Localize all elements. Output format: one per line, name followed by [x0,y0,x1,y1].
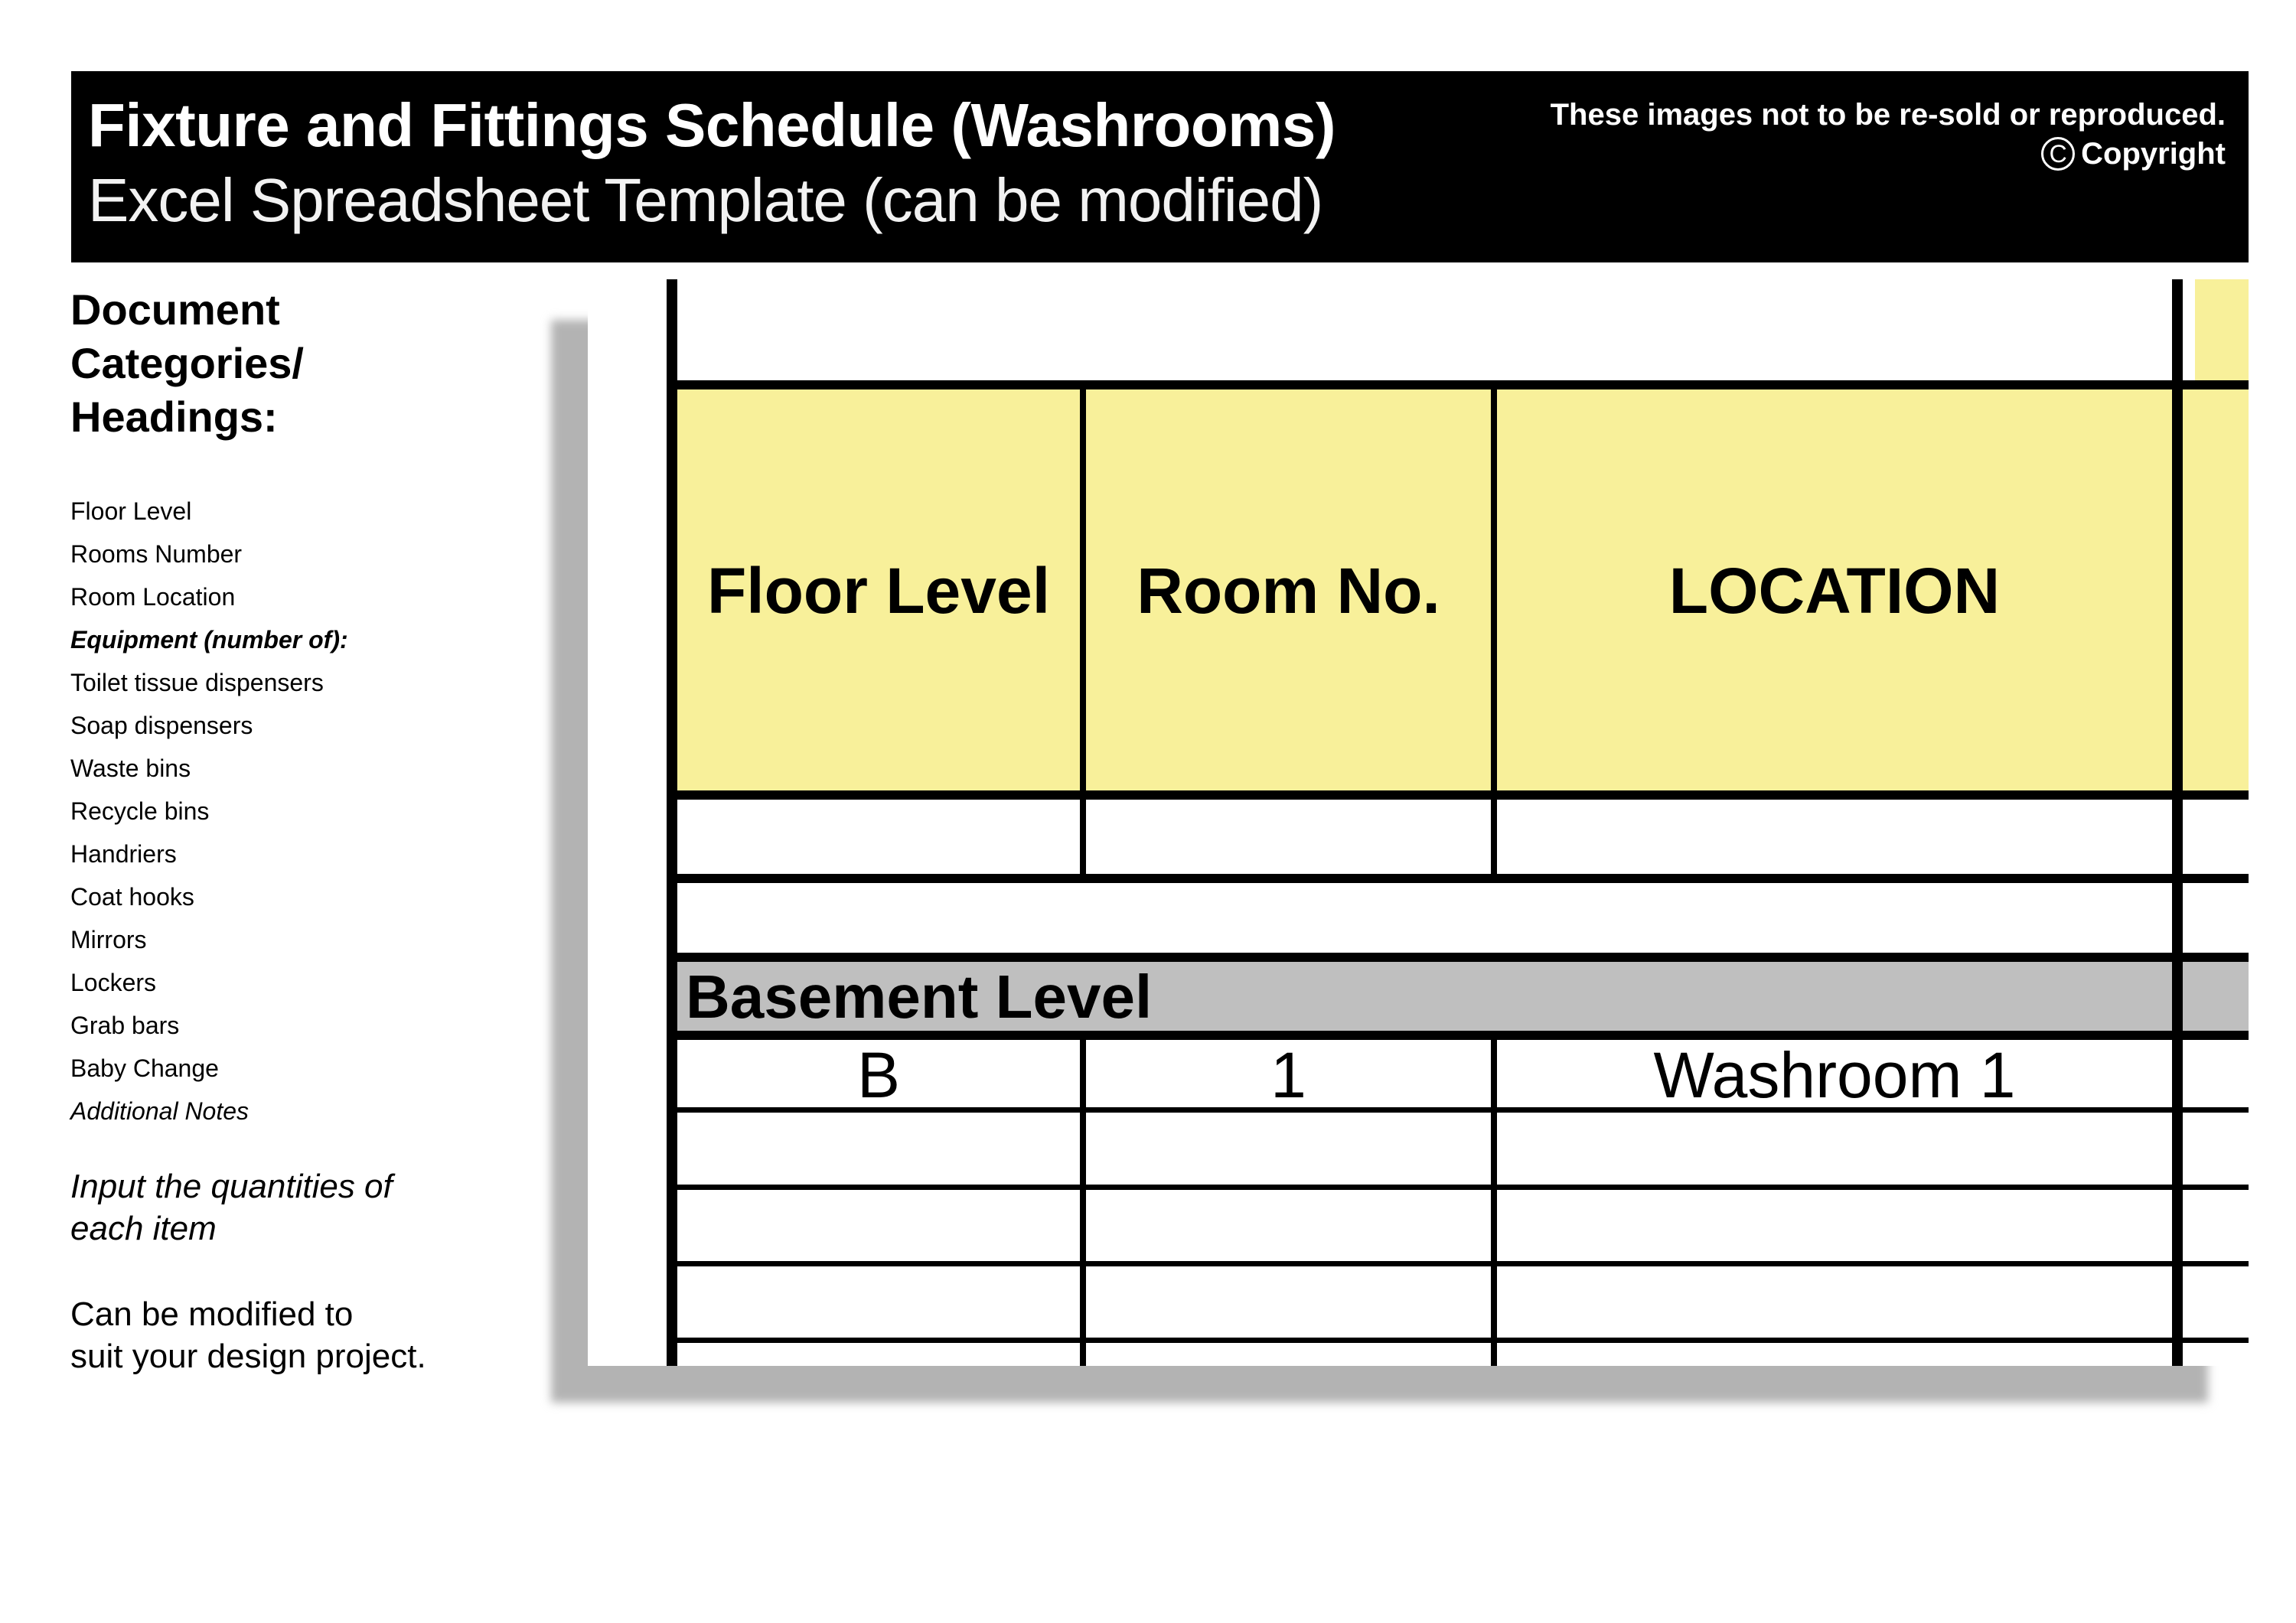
column-header-room-no: Room No. [1137,555,1440,627]
section-label: Basement Level [686,963,1153,1031]
grid-line [672,380,2249,389]
grid-line [672,874,2249,883]
categories-heading [70,283,530,444]
copyright-notice [1551,96,2226,173]
category-item: Room Location [70,583,236,611]
categories-sidebar [70,283,530,1375]
header-corner-fill [2195,279,2249,386]
category-item: Coat hooks [70,883,194,911]
note-line: suit your design project. [70,1338,426,1375]
grid-line [1080,386,1086,876]
notice-text: These images not to be re-sold or reproduced. [1550,98,2226,132]
column-header-location: LOCATION [1668,555,2001,627]
category-item: Toilet tissue dispensers [70,669,324,696]
grid-line [672,953,2249,962]
category-item: Handriers [70,840,177,868]
grid-line [2172,279,2183,1366]
category-item: Grab bars [70,1012,180,1039]
column-header-floor-level: Floor Level [706,555,1051,627]
grid-line [1080,1037,1086,1366]
category-item: Recycle bins [70,797,210,825]
cell-floor[interactable]: B [856,1039,901,1111]
page-title: Fixture and Fittings Schedule (Washrooms) [88,91,1336,159]
grid-line [672,790,2249,800]
grid-line [672,1185,2249,1190]
copyright-icon: C [2041,137,2075,171]
category-item: Lockers [70,969,157,996]
heading-line: Document [70,285,280,334]
note-line: Can be modified to [70,1295,354,1333]
cell-location[interactable]: Washroom 1 [1653,1039,2016,1111]
input-note [70,1165,499,1250]
grid-line [672,1261,2249,1266]
copyright-label: Copyright [2081,136,2226,171]
grid-line [667,279,677,1366]
header-banner [71,71,2249,262]
spreadsheet-preview [588,279,2249,1366]
category-item: Soap dispensers [70,712,253,739]
category-list [70,490,348,1133]
category-item: Floor Level [70,497,192,525]
grid-line [672,1338,2249,1343]
category-item: Waste bins [70,754,191,782]
modify-note [70,1293,530,1377]
category-item: Mirrors [70,926,147,953]
category-item: Baby Change [70,1054,219,1082]
category-item: Rooms Number [70,540,243,568]
copyright-line [2041,135,2226,173]
heading-line: Categories/ [70,339,304,387]
page-subtitle: Excel Spreadsheet Template (can be modified) [88,166,1323,234]
cell-room[interactable]: 1 [1270,1039,1306,1111]
heading-line: Headings: [70,393,278,441]
note-line: Input the quantities of [70,1168,393,1205]
category-item-notes: Additional Notes [70,1097,249,1125]
note-line: each item [70,1210,217,1247]
grid-line [1491,386,1497,876]
grid-line [1491,1037,1497,1366]
category-item-equipment: Equipment (number of): [70,626,348,653]
